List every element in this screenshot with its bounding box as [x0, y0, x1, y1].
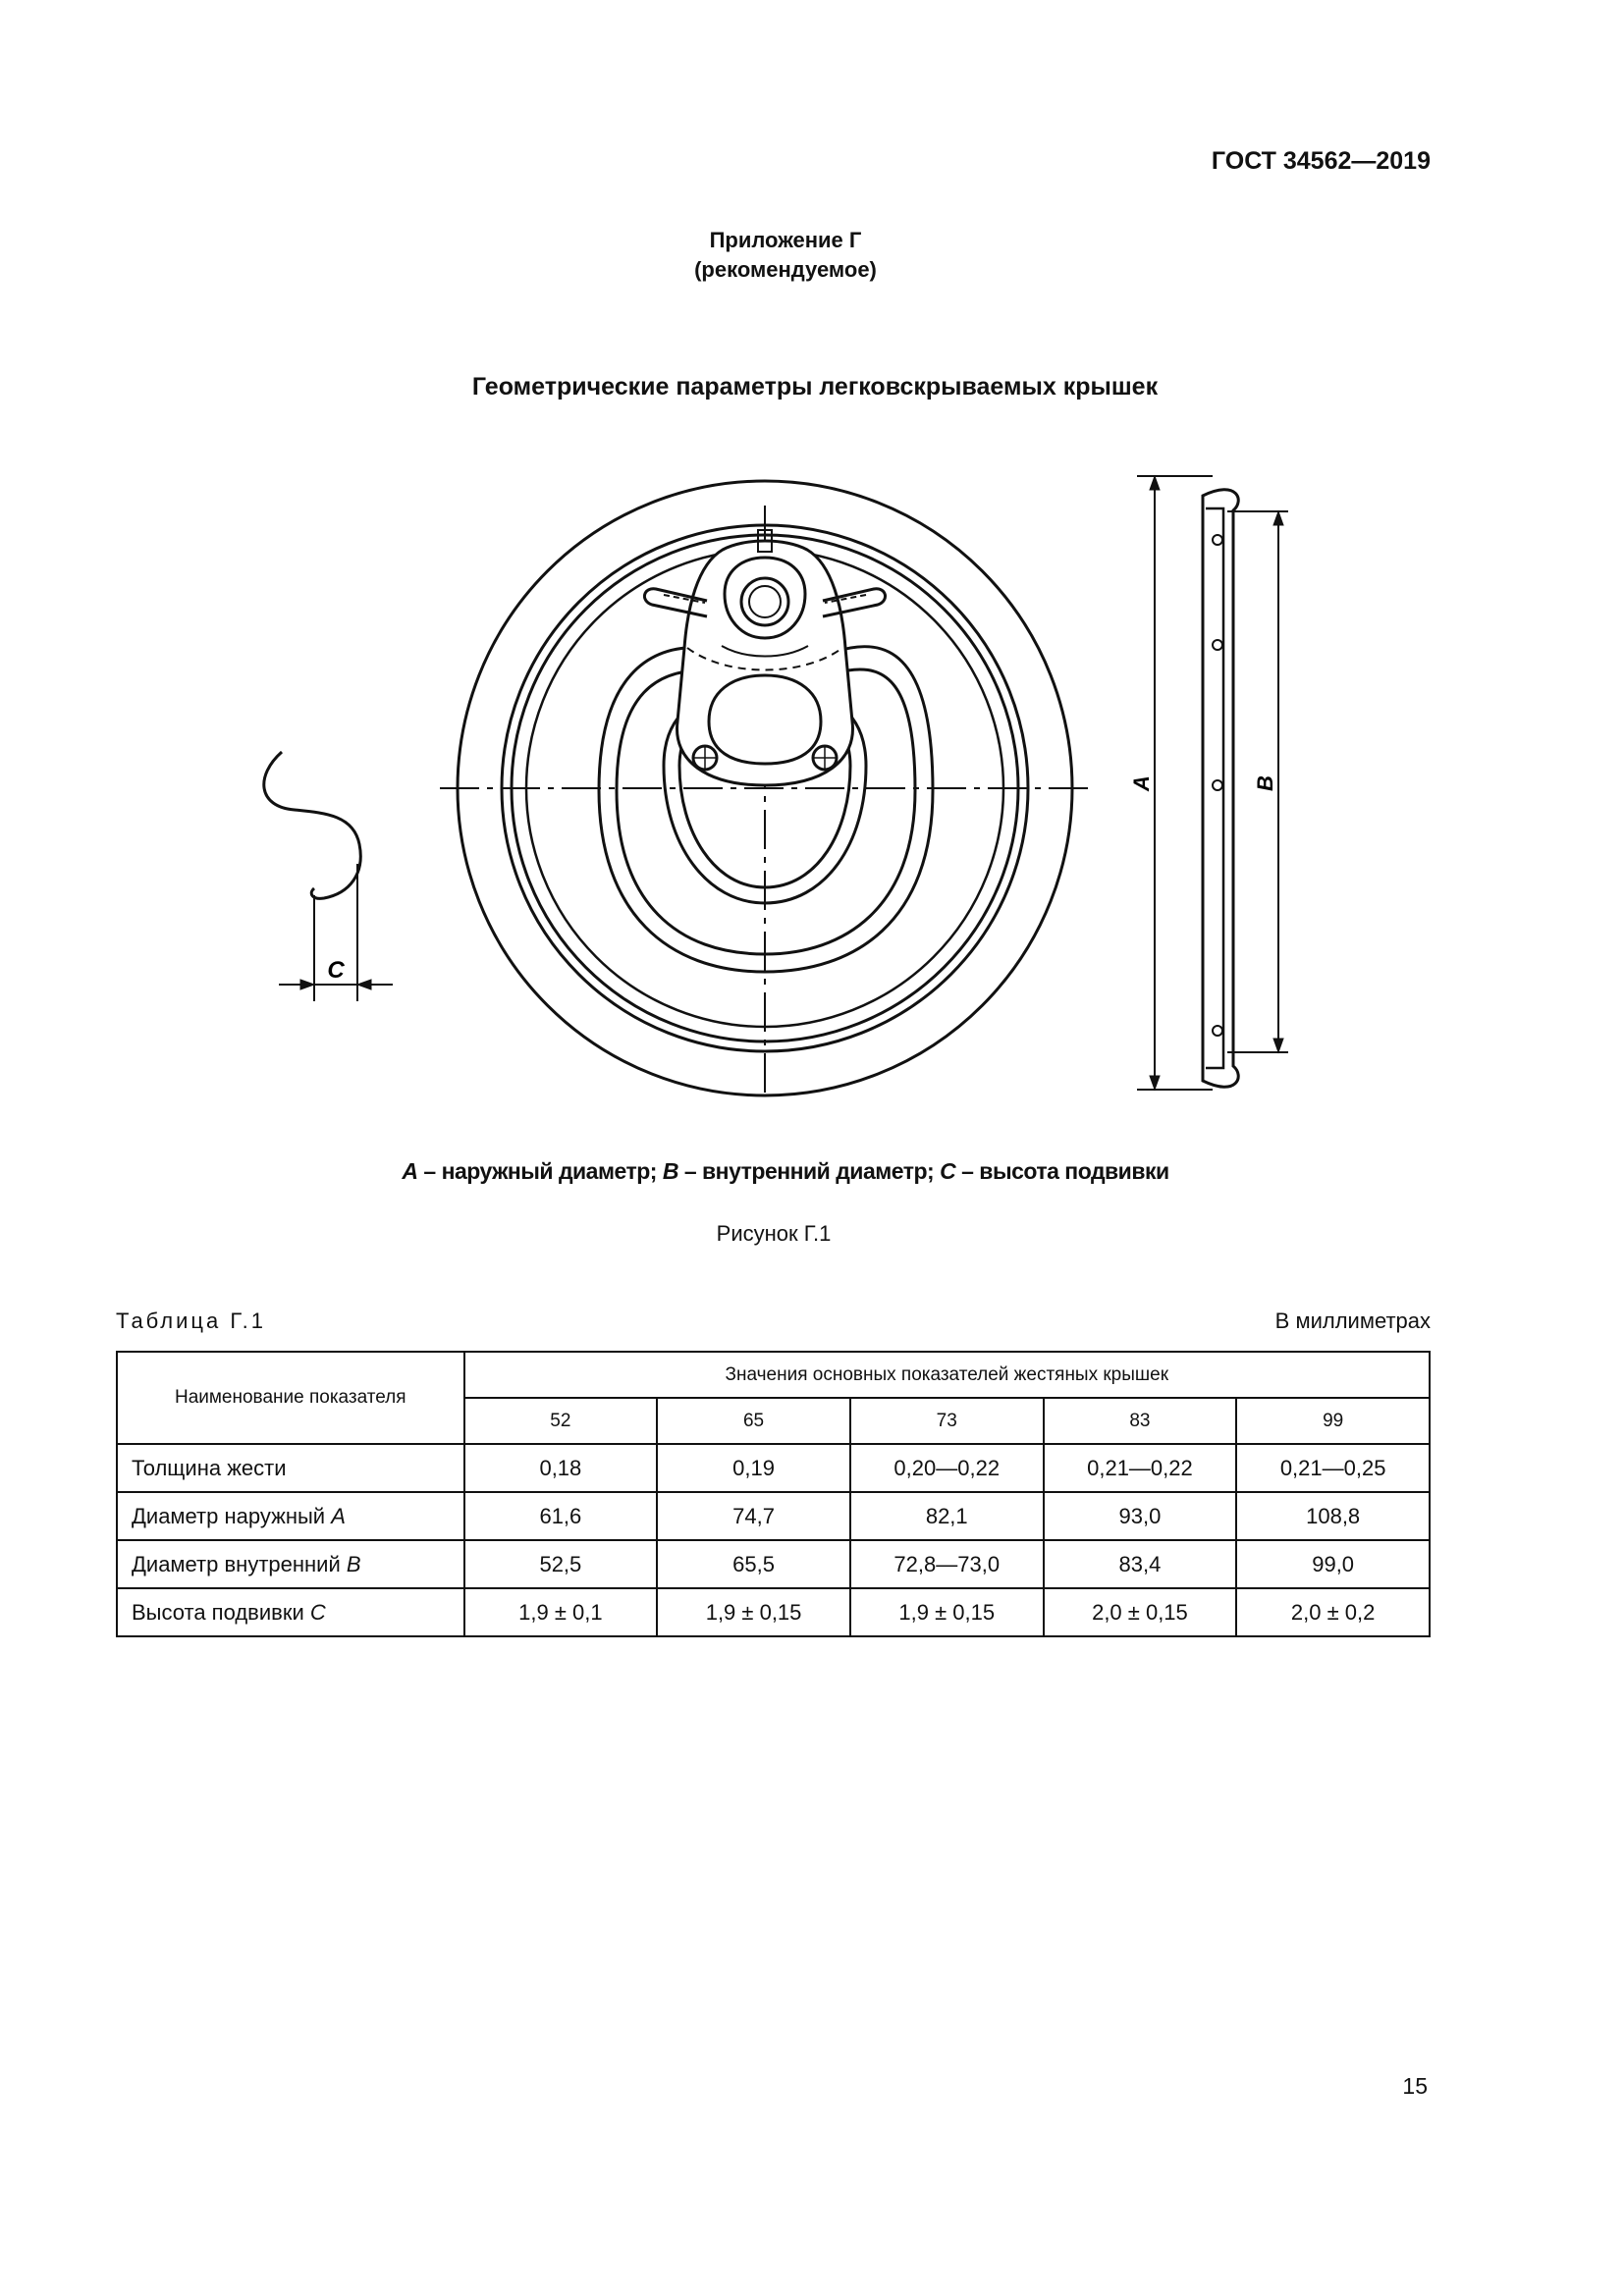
table-cell: 1,9 ± 0,15	[850, 1588, 1044, 1636]
label-a: A	[1129, 775, 1154, 791]
figure-caption: Рисунок Г.1	[716, 1221, 832, 1246]
parameters-table	[116, 1351, 1431, 1637]
figure-legend: A – наружный диаметр; B – внутренний диаметр; C – высота подвивки	[402, 1158, 1169, 1184]
table-cell: 72,8—73,0	[850, 1540, 1044, 1588]
table-cell: 99,0	[1236, 1540, 1430, 1588]
table-cell: 74,7	[657, 1492, 850, 1540]
column-header: 99	[1236, 1398, 1430, 1444]
table-cell: 52,5	[464, 1540, 658, 1588]
table-row	[117, 1540, 1430, 1588]
table-cell: 2,0 ± 0,2	[1236, 1588, 1430, 1636]
table-cell: 0,21—0,25	[1236, 1444, 1430, 1492]
table-cell: 0,19	[657, 1444, 850, 1492]
label-b: B	[1253, 775, 1277, 791]
table-cell: 61,6	[464, 1492, 658, 1540]
table-cell: 108,8	[1236, 1492, 1430, 1540]
table-cell: 1,9 ± 0,1	[464, 1588, 658, 1636]
table-row	[117, 1444, 1430, 1492]
row-name: Высота подвивки C	[117, 1588, 464, 1636]
row-name: Диаметр внутренний B	[117, 1540, 464, 1588]
standard-code: ГОСТ 34562—2019	[1211, 147, 1431, 175]
table-cell: 0,20—0,22	[850, 1444, 1044, 1492]
header-name: Наименование показателя	[117, 1352, 464, 1444]
table-cell: 83,4	[1044, 1540, 1237, 1588]
table-cell: 2,0 ± 0,15	[1044, 1588, 1237, 1636]
table-cell: 82,1	[850, 1492, 1044, 1540]
row-name: Диаметр наружный A	[117, 1492, 464, 1540]
table-label: Таблица Г.1	[116, 1308, 266, 1333]
column-header: 73	[850, 1398, 1044, 1444]
page-number: 15	[1402, 2073, 1428, 2099]
table-cell: 93,0	[1044, 1492, 1237, 1540]
appendix-title: Приложение Г	[709, 228, 862, 252]
table-cell: 65,5	[657, 1540, 850, 1588]
column-header: 52	[464, 1398, 658, 1444]
column-header: 83	[1044, 1398, 1237, 1444]
appendix-status: (рекомендуемое)	[694, 257, 877, 282]
column-header: 65	[657, 1398, 850, 1444]
label-c: C	[327, 957, 345, 984]
table-cell: 1,9 ± 0,15	[657, 1588, 850, 1636]
table-row	[117, 1492, 1430, 1540]
lid-drawing	[0, 452, 1624, 1139]
section-title: Геометрические параметры легковскрываемых крышек	[471, 373, 1159, 400]
row-name: Толщина жести	[117, 1444, 464, 1492]
table-units: В миллиметрах	[1274, 1308, 1431, 1333]
table-cell: 0,21—0,22	[1044, 1444, 1237, 1492]
header-group: Значения основных показателей жестяных крышек	[464, 1352, 1430, 1398]
table-cell: 0,18	[464, 1444, 658, 1492]
curl-profile	[264, 752, 360, 898]
table-row	[117, 1588, 1430, 1636]
